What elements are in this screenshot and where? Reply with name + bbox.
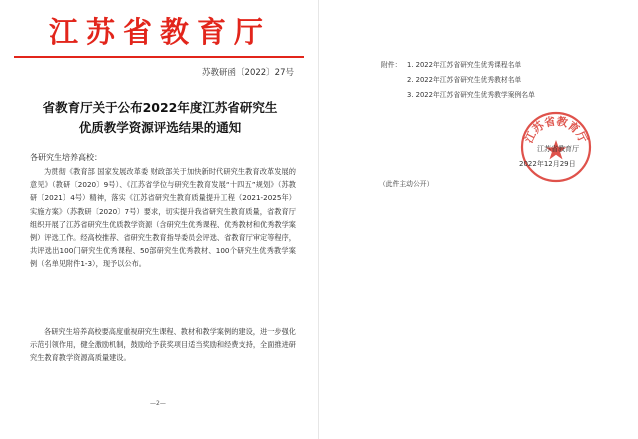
body-paragraph-1: 为贯彻《教育部 国家发展改革委 财政部关于加快新时代研究生教育改革发展的意见》（教研〔2020〕9号）、《江苏省学位与研究生教育发展“十四五”规划》（苏教研〔2021〕4号）精神，落实《江苏省研究生教育质量提升工程（2021-2025年）实施方案》（苏教研〔2020〕7号）要求，切实提升我省研究生教育质量，省教育厅组织开展了江苏省研究生优质教学资源（含研究生优秀课程、优秀教材和优秀教学案例）评选工作。经高校推荐、省研究生教育指导委员会评选、省教育厅审定等程序，共评选出100门研究生优秀课程、50部研究生优秀教材、100个研究生优秀教学案例（名单见附件1-3），现予以公布。 (30, 167, 296, 269)
attachment-item-label: 3. 2022年江苏省研究生优秀教学案例名单 (407, 91, 535, 99)
document-number: 苏教研函〔2022〕27号 (202, 68, 294, 78)
page-number: —2— (150, 400, 166, 407)
attachment-item (381, 58, 535, 73)
notice-title-line-1: 省教育厅关于公布2022年度江苏省研究生 (42, 100, 278, 115)
red-header-rule (14, 56, 304, 58)
attachments-list (381, 58, 535, 103)
salutation: 各研究生培养高校： (30, 153, 102, 162)
attachment-item-label: 1. 2022年江苏省研究生优秀课程名单 (407, 61, 522, 69)
issuer-signature: 江苏省教育厅 (537, 145, 579, 153)
attachment-item (381, 88, 535, 103)
attachment-item-label: 2. 2022年江苏省研究生优秀教材名单 (407, 76, 522, 84)
notice-title-line-2: 优质教学资源评选结果的通知 (78, 120, 242, 135)
issuer-header: 江苏省教育厅 (48, 15, 271, 49)
body-paragraph-2: 各研究生培养高校要高度重视研究生课程、教材和教学案例的建设，进一步强化示范引领作用，健全激励机制，鼓励给予获奖项目适当奖励和经费支持，全面推进研究生教育教学资源高质量建设。 (30, 327, 296, 363)
document-page-right (319, 0, 638, 439)
issue-date: 2022年12月29日 (519, 160, 576, 168)
attachment-item (381, 73, 535, 88)
seal-text: 江苏省教育厅 (522, 114, 590, 146)
disclosure-note: （此件主动公开） (379, 180, 434, 188)
attachments-label: 附件： (381, 61, 402, 69)
notice-title (24, 98, 296, 138)
